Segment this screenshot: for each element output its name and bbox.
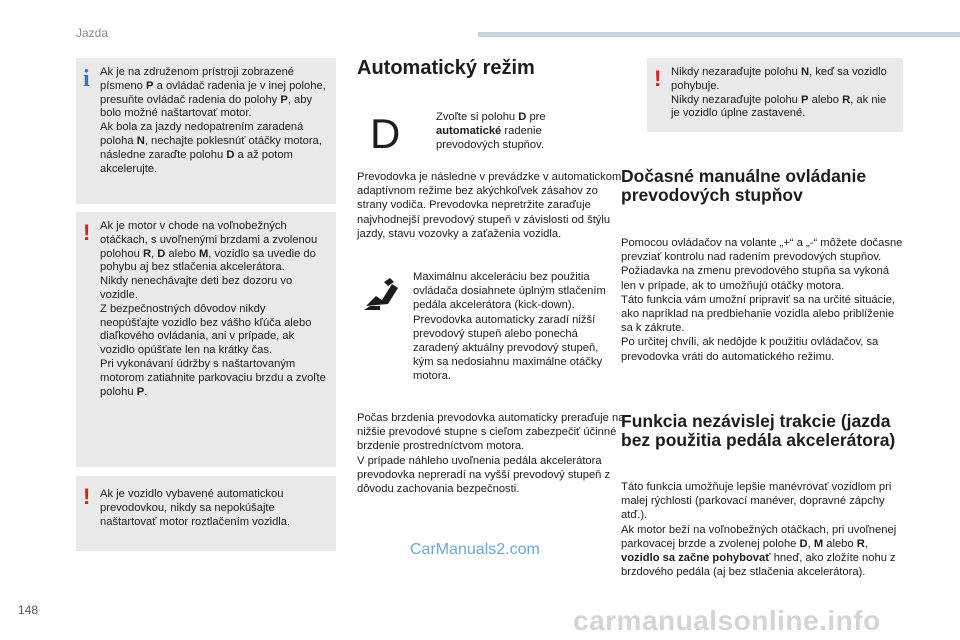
info-text-2: Ak bola za jazdy nedopatrením zaradená poloha N, nechajte poklesnúť otáčky motora, následne zaraďte polohu D a až potom akcelerujte. — [100, 121, 322, 175]
warning-icon: ! — [654, 66, 662, 91]
warning-text-2: Nikdy nezaraďujte polohu P alebo R, ak nie je vozidlo úplne zastavené. — [671, 93, 887, 120]
warning-text: Ak je vozidlo vybavené automatickou prevodovkou, nikdy sa nepokúšajte naštartovať motor roztlačením vozidla. — [100, 488, 291, 528]
warning-box-gear-change — [647, 58, 903, 132]
warning-text-1: Nikdy nezaraďujte polohu N, keď sa vozidlo pohybuje. — [671, 66, 887, 92]
warning-text-1: Ak je motor v chode na voľnobežných otáčkach, s uvoľnenými brzdami a zvolenou polohou R, D alebo M, vozidlo sa uvedie do pohybu aj bez stlačenia akcelerátora. — [100, 220, 318, 274]
page-number: 148 — [18, 603, 39, 617]
warning-icon: ! — [83, 484, 91, 509]
watermark-site: CarManuals2.com — [410, 541, 540, 558]
kick-down-text: Maximálnu akceleráciu bez použitia ovládača dosiahnete úplným stlačením pedála akcelerátora (kick-down). Prevodovka automaticky zaradí nižší prevodový stupeň alebo ponechá zaradený aktuálny prevodový stupeň, kým sa nedosiahnu maximálne otáčky motora. — [413, 271, 606, 383]
warning-text-2: Nikdy nenechávajte deti bez dozoru vo vozidle. — [100, 275, 293, 301]
paragraph-manual-control: Pomocou ovládačov na volante „+“ a „-“ môžete dočasne prevziať kontrolu nad radením prevodových stupňov. Požiadavka na zmenu prevodového stupňa sa vykoná len v prípade, ak to umožňujú otáčky motora. Táto funkcia vám umožní pripraviť sa na určité situácie, ako napríklad na predbiehanie vozidla alebo priblíženie sa k zákrute. Po určitej chvíli, ak nedôjde k použitiu ovládačov, sa prevodovka vráti do automatického režimu. — [621, 237, 903, 363]
warning-box-engine-running — [76, 212, 336, 467]
info-icon: i — [83, 66, 90, 92]
info-text-1: Ak je na združenom prístroji zobrazené písmeno P a ovládač radenia je v inej polohe, presuňte ovládač radenia do polohy P, aby bolo možné naštartovať motor. — [100, 66, 326, 120]
section-label: Jazda — [76, 26, 109, 40]
header-bar — [478, 32, 960, 37]
foot-pedal-icon — [362, 276, 402, 312]
warning-icon: ! — [83, 220, 91, 245]
section-title-manual-control: Dočasné manuálne ovládanie prevodových stupňov — [621, 166, 867, 205]
gear-d-symbol: D — [370, 110, 401, 157]
step-instruction: Zvoľte si polohu D pre automatické radenie prevodových stupňov. — [436, 111, 546, 152]
warning-box-push-start — [76, 476, 336, 551]
section-title-independent-traction: Funkcia nezávislej trakcie (jazda bez použitia pedála akcelerátora) — [621, 411, 896, 450]
paragraph-independent-traction: Táto funkcia umožňuje lepšie manévrovať vozidlom pri malej rýchlosti (parkovací manéver, dopravné zápchy atď.). Ak motor beží na voľnobežných otáčkach, pri uvoľnenej parkovacej brzde a zvolenej polohe D, M alebo R, vozidlo sa začne pohybovať hneď, ako zložíte nohu z brzdového pedála (aj bez stlačenia akcelerátora). — [621, 481, 897, 579]
info-box — [76, 58, 336, 204]
paragraph-adaptive: Prevodovka je následne v prevádzke v automatickom adaptívnom režime bez akýchkoľvek zásahov zo strany vodiča. Prevodovka nepretržite zaraďuje najvhodnejší prevodový stupeň v závislosti od štýlu jazdy, stavu vozovky a zaťaženia vozidla. — [357, 171, 622, 240]
warning-text-3: Z bezpečnostných dôvodov nikdy neopúšťajte vozidlo bez vášho kľúča alebo diaľkového ovládania, ani v prípade, ak vozidlo opúšťate len na krátky čas. — [100, 302, 312, 357]
section-title-automatic-mode: Automatický režim — [357, 57, 535, 79]
warning-text-4: Pri vykonávaní údržby s naštartovaným motorom zatiahnite parkovaciu brzdu a zvoľte polohu P. — [100, 357, 326, 398]
paragraph-braking: Počas brzdenia prevodovka automaticky preraďuje na nižšie prevodové stupne s cieľom zabezpečiť účinné brzdenie prostredníctvom motora. V prípade náhleho uvoľnenia pedála akcelerátora prevodovka nepreradí na vyšší prevodový stupeň z dôvodu zachovania bezpečnosti. — [357, 412, 625, 496]
watermark-big: carmanualsonline.info — [573, 605, 881, 636]
